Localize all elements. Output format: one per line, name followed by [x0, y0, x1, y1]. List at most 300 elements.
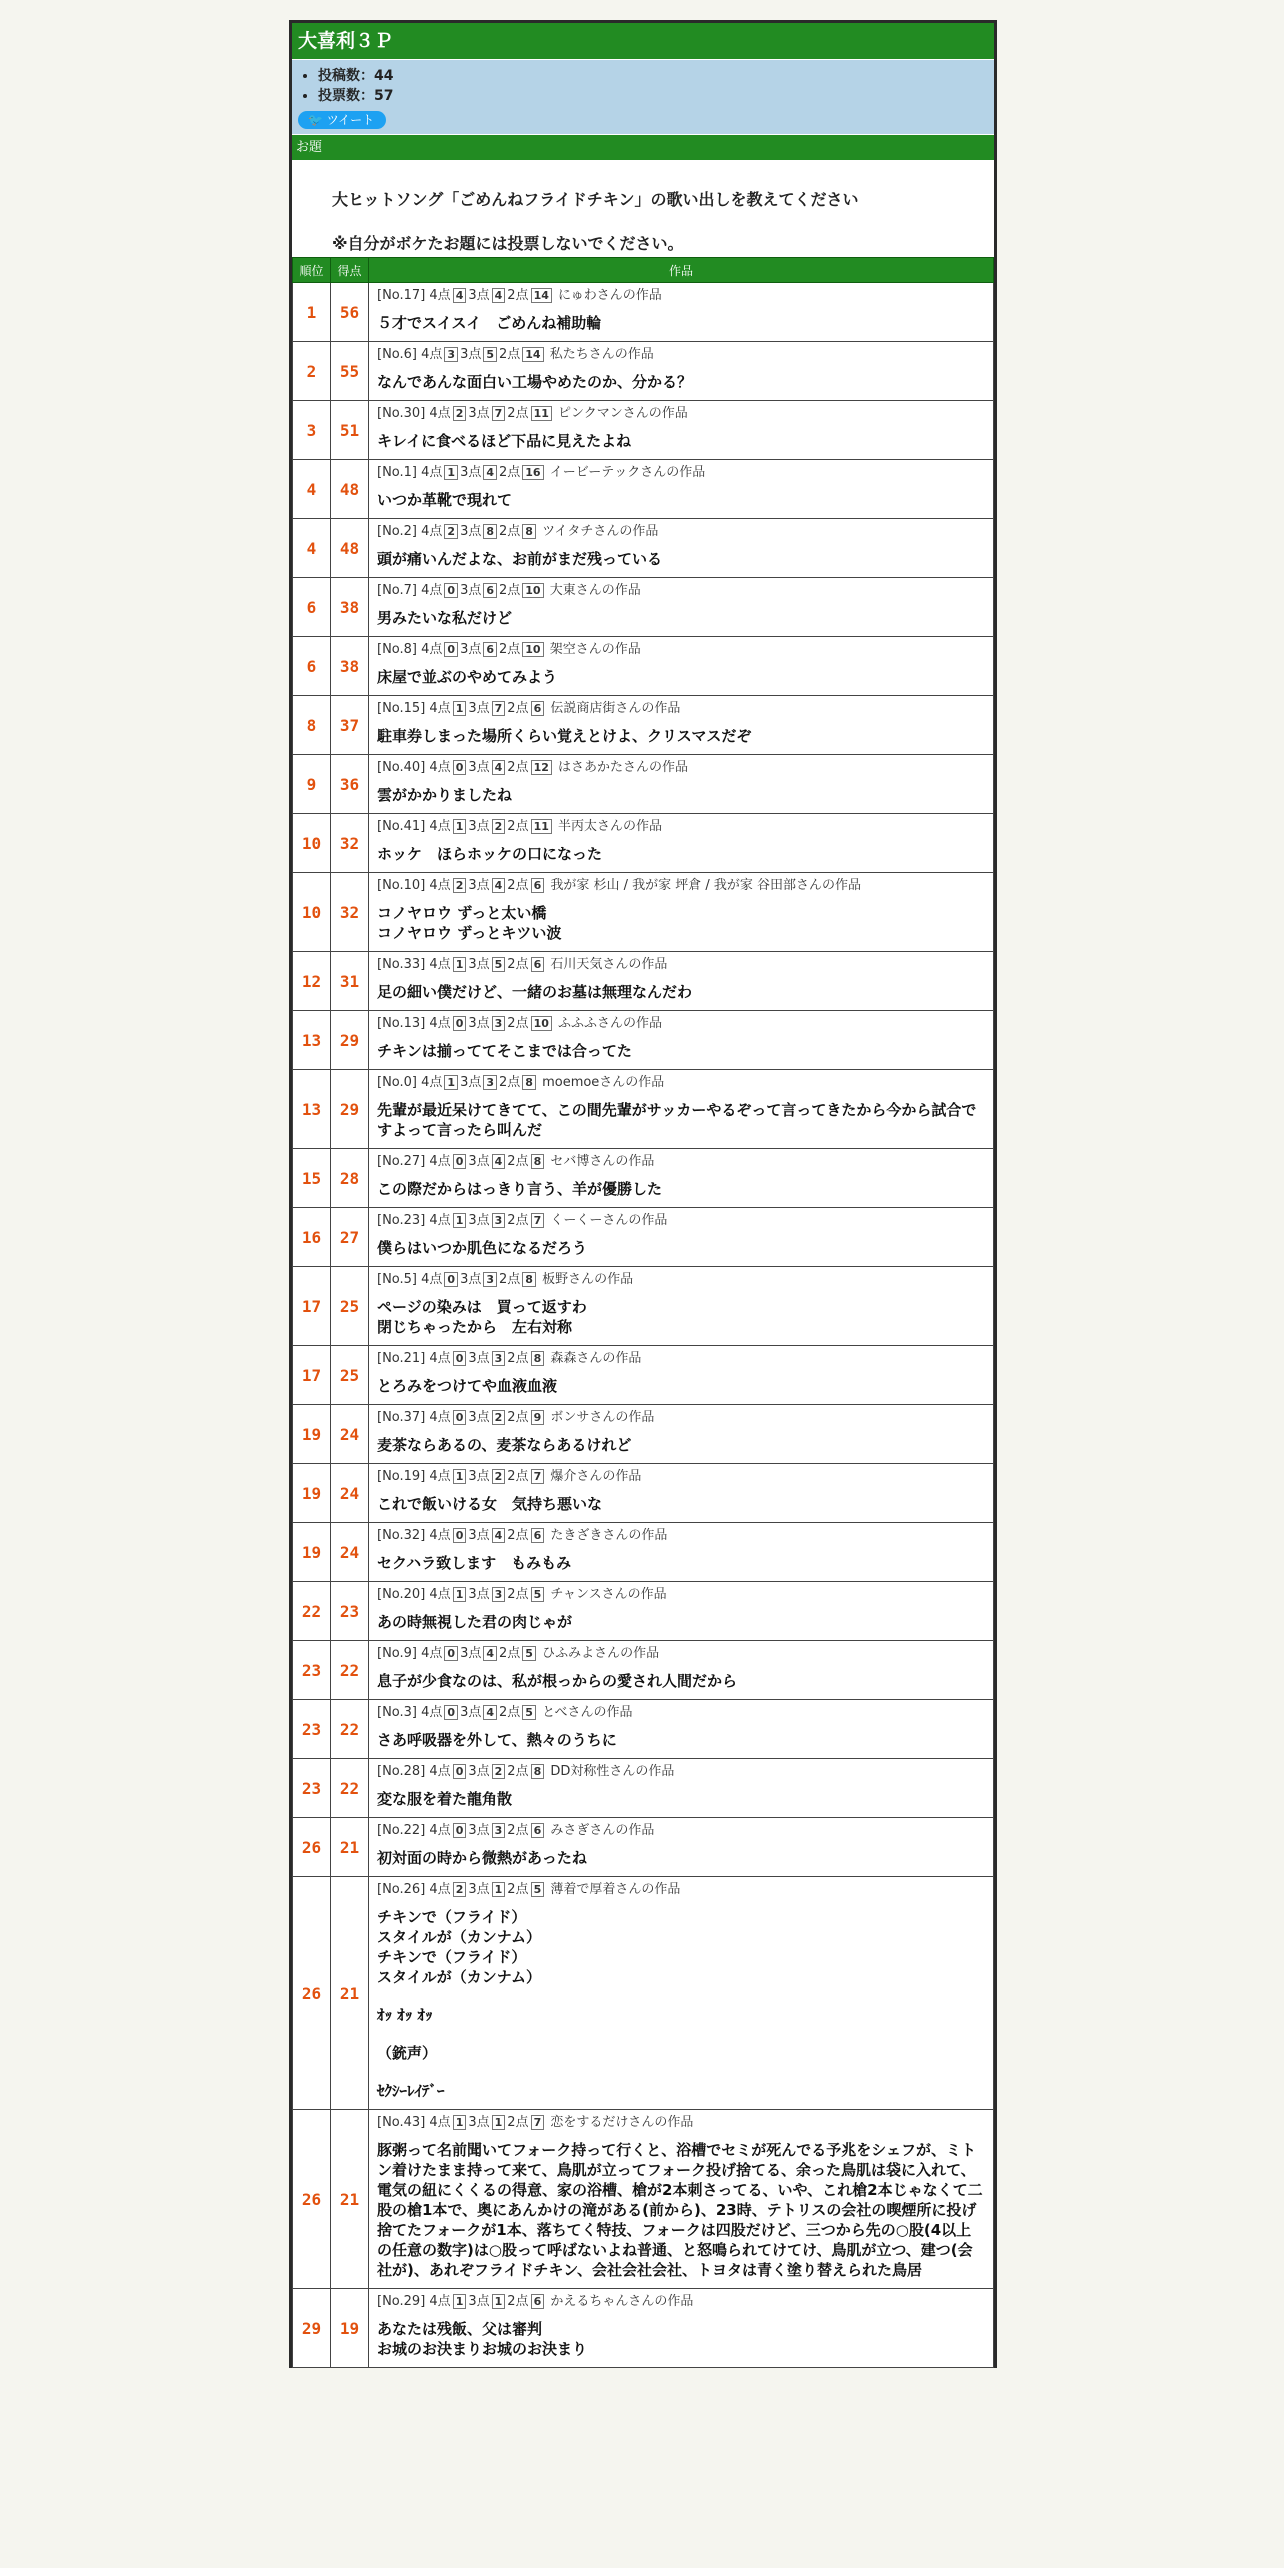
work-line: あの時無視した君の肉じゃが [377, 1613, 573, 1631]
table-row [293, 578, 994, 637]
work-meta: [No.6] 4点 3 3点 5 2点 14 私たちさんの作品 [377, 347, 654, 362]
work-meta: [No.15] 4点 1 3点 7 2点 6 伝説商店街さんの作品 [377, 701, 681, 716]
rank-cell: 2 [293, 342, 331, 401]
rank-cell: 10 [293, 814, 331, 873]
score2-count: 8 [531, 1764, 545, 1779]
work-cell [369, 2289, 994, 2368]
rank-cell: 22 [293, 1582, 331, 1641]
author-name: 架空さんの作品 [549, 642, 641, 657]
work-line: 床屋で並ぶのやめてみよう [377, 668, 558, 686]
work-meta: [No.9] 4点 0 3点 4 2点 5 ひふみよさんの作品 [377, 1646, 660, 1661]
table-row [293, 283, 994, 342]
rank-cell: 29 [293, 2289, 331, 2368]
score4-count: 1 [453, 701, 467, 716]
points-cell: 37 [331, 696, 369, 755]
entry-number: [No.2] [377, 524, 417, 539]
work-cell [369, 1208, 994, 1267]
work-line: この際だからはっきり言う、羊が優勝した [377, 1180, 663, 1198]
author-name: 伝説商店街さんの作品 [550, 701, 681, 716]
score2-count: 8 [522, 1075, 536, 1090]
work-text [377, 1848, 985, 1868]
work-meta: [No.8] 4点 0 3点 6 2点 10 架空さんの作品 [377, 642, 641, 657]
author-name: 半丙太さんの作品 [558, 819, 663, 834]
table-row [293, 401, 994, 460]
rank-cell: 15 [293, 1149, 331, 1208]
score3-count: 5 [492, 957, 506, 972]
score3-count: 4 [492, 1154, 506, 1169]
score4-count: 0 [453, 1764, 467, 1779]
work-text [377, 2319, 985, 2359]
work-text [377, 1612, 985, 1632]
work-cell [369, 578, 994, 637]
work-line: 息子が少食なのは、私が根っからの愛され人間だから [377, 1672, 738, 1690]
points-cell: 38 [331, 637, 369, 696]
work-header: 作品 [369, 258, 994, 283]
work-cell [369, 1405, 994, 1464]
score4-count: 3 [444, 347, 458, 362]
work-meta: [No.3] 4点 0 3点 4 2点 5 とべさんの作品 [377, 1705, 633, 1720]
entry-number: [No.27] [377, 1154, 426, 1169]
score4-count: 0 [453, 1823, 467, 1838]
work-line: ｵｯ ｵｯ ｵｯ [377, 2006, 433, 2024]
score3-count: 4 [483, 465, 497, 480]
score2-count: 9 [531, 1410, 545, 1425]
author-name: 我が家 杉山 / 我が家 坪倉 / 我が家 谷田部さんの作品 [550, 878, 862, 893]
rank-cell: 6 [293, 578, 331, 637]
table-row [293, 873, 994, 952]
entry-number: [No.3] [377, 1705, 417, 1720]
points-cell: 25 [331, 1346, 369, 1405]
score2-count: 11 [531, 406, 552, 421]
table-row [293, 814, 994, 873]
score2-count: 5 [531, 1587, 545, 1602]
author-name: ピンクマンさんの作品 [558, 406, 688, 421]
table-row [293, 1877, 994, 2110]
score2-count: 6 [531, 1528, 545, 1543]
page-title: 大喜利３Ｐ [292, 23, 994, 59]
work-line: あなたは残飯、父は審判 [377, 2320, 543, 2338]
table-row [293, 1346, 994, 1405]
entry-number: [No.5] [377, 1272, 417, 1287]
work-meta: [No.10] 4点 2 3点 4 2点 6 我が家 杉山 / 我が家 坪倉 / 我が家 谷田部さんの作品 [377, 878, 862, 893]
points-cell: 55 [331, 342, 369, 401]
score4-count: 2 [453, 406, 467, 421]
points-cell: 24 [331, 1405, 369, 1464]
entry-number: [No.28] [377, 1764, 426, 1779]
rank-cell: 26 [293, 2110, 331, 2289]
author-name: かえるちゃんさんの作品 [550, 2294, 694, 2309]
score4-count: 2 [444, 524, 458, 539]
score2-count: 6 [531, 957, 545, 972]
work-line: 麦茶ならあるの、麦茶ならあるけれど [377, 1436, 632, 1454]
work-cell [369, 2110, 994, 2289]
work-line: チキンで（フライド） [377, 1908, 527, 1926]
work-line: チキンで（フライド） [377, 1948, 527, 1966]
work-meta: [No.13] 4点 0 3点 3 2点 10 ふふふさんの作品 [377, 1016, 663, 1031]
score3-count: 1 [492, 1882, 506, 1897]
table-row [293, 1700, 994, 1759]
author-name: 私たちさんの作品 [549, 347, 654, 362]
rank-cell: 13 [293, 1011, 331, 1070]
work-text [377, 1789, 985, 1809]
table-row [293, 1070, 994, 1149]
table-row [293, 696, 994, 755]
work-meta: [No.19] 4点 1 3点 2 2点 7 爆介さんの作品 [377, 1469, 642, 1484]
score3-count: 4 [483, 1705, 497, 1720]
score4-count: 0 [444, 1272, 458, 1287]
score4-count: 0 [453, 1154, 467, 1169]
entry-number: [No.21] [377, 1351, 426, 1366]
rank-cell: 19 [293, 1464, 331, 1523]
work-cell [369, 755, 994, 814]
odai-question: 大ヒットソング「ごめんねフライドチキン」の歌い出しを教えてください [332, 190, 859, 209]
score3-count: 6 [483, 583, 497, 598]
table-row [293, 637, 994, 696]
score4-count: 0 [444, 1646, 458, 1661]
score3-count: 8 [483, 524, 497, 539]
table-row [293, 2110, 994, 2289]
score4-count: 2 [453, 878, 467, 893]
rank-cell: 9 [293, 755, 331, 814]
stats-panel [292, 59, 994, 134]
points-cell: 21 [331, 2110, 369, 2289]
work-cell [369, 1818, 994, 1877]
work-text [377, 431, 985, 451]
work-cell [369, 1464, 994, 1523]
work-meta: [No.0] 4点 1 3点 3 2点 8 moemoeさんの作品 [377, 1075, 665, 1090]
score4-count: 0 [444, 642, 458, 657]
score4-count: 0 [453, 1528, 467, 1543]
work-meta: [No.41] 4点 1 3点 2 2点 11 半丙太さんの作品 [377, 819, 663, 834]
rank-cell: 12 [293, 952, 331, 1011]
work-line: お城のお決まりお城のお決まり [377, 2340, 588, 2358]
score3-count: 4 [492, 878, 506, 893]
results-table [292, 257, 994, 2368]
work-text [377, 1907, 985, 2101]
work-line: コノヤロウ ずっとキツい波 [377, 924, 562, 942]
score2-count: 8 [522, 524, 536, 539]
points-cell: 21 [331, 1877, 369, 2110]
rank-cell: 19 [293, 1523, 331, 1582]
score3-count: 3 [492, 1213, 506, 1228]
work-line: 閉じちゃったから 左右対称 [377, 1318, 573, 1336]
page-frame [289, 20, 997, 2368]
score3-count: 3 [483, 1075, 497, 1090]
work-text [377, 1041, 985, 1061]
work-text [377, 1553, 985, 1573]
work-text [377, 844, 985, 864]
score2-count: 14 [531, 288, 552, 303]
work-line: さあ呼吸器を外して、熱々のうちに [377, 1731, 617, 1749]
work-cell [369, 696, 994, 755]
score3-count: 1 [492, 2115, 506, 2130]
points-cell: 24 [331, 1523, 369, 1582]
score2-count: 5 [531, 1882, 545, 1897]
score2-count: 6 [531, 2294, 545, 2309]
work-cell [369, 1759, 994, 1818]
score2-count: 6 [531, 878, 545, 893]
score3-count: 5 [483, 347, 497, 362]
author-name: イービーテックさんの作品 [549, 465, 706, 480]
table-row [293, 342, 994, 401]
rank-cell: 23 [293, 1700, 331, 1759]
work-line: スタイルが（カンナム） [377, 1968, 541, 1986]
score3-count: 2 [492, 1469, 506, 1484]
twitter-bird-icon: 🐦 [308, 113, 323, 127]
table-row [293, 755, 994, 814]
work-cell [369, 1877, 994, 2110]
author-name: くーくーさんの作品 [550, 1213, 668, 1228]
rank-header: 順位 [293, 258, 331, 283]
table-row [293, 1149, 994, 1208]
score2-count: 8 [531, 1351, 545, 1366]
work-meta: [No.32] 4点 0 3点 4 2点 6 たきざきさんの作品 [377, 1528, 668, 1543]
entry-number: [No.22] [377, 1823, 426, 1838]
score3-count: 4 [492, 288, 506, 303]
work-cell [369, 1523, 994, 1582]
score2-count: 6 [531, 1823, 545, 1838]
score4-count: 1 [453, 1469, 467, 1484]
work-line: 変な服を着た龍角散 [377, 1790, 513, 1808]
author-name: たきざきさんの作品 [550, 1528, 668, 1543]
points-cell: 28 [331, 1149, 369, 1208]
rank-cell: 4 [293, 519, 331, 578]
score2-count: 5 [522, 1646, 536, 1661]
work-cell [369, 342, 994, 401]
score4-count: 0 [453, 1351, 467, 1366]
post-count: • 投稿数：44 [318, 66, 994, 86]
entry-number: [No.0] [377, 1075, 417, 1090]
author-name: ツイタチさんの作品 [542, 524, 659, 539]
points-header: 得点 [331, 258, 369, 283]
score2-count: 14 [522, 347, 543, 362]
work-cell [369, 952, 994, 1011]
work-line: 足の細い僕だけど、一緒のお墓は無理なんだわ [377, 983, 693, 1001]
work-line: ホッケ ほらホッケの口になった [377, 845, 603, 863]
author-name: セバ博さんの作品 [550, 1154, 655, 1169]
work-text [377, 1376, 985, 1396]
rank-cell: 1 [293, 283, 331, 342]
score3-count: 7 [492, 406, 506, 421]
points-cell: 32 [331, 873, 369, 952]
table-row [293, 1267, 994, 1346]
entry-number: [No.10] [377, 878, 426, 893]
work-meta: [No.40] 4点 0 3点 4 2点 12 はさあかたさんの作品 [377, 760, 689, 775]
work-line: ページの染みは 買って返すわ [377, 1298, 587, 1316]
work-cell [369, 1070, 994, 1149]
points-cell: 29 [331, 1011, 369, 1070]
entry-number: [No.6] [377, 347, 417, 362]
entry-number: [No.15] [377, 701, 426, 716]
author-name: 大東さんの作品 [549, 583, 641, 598]
score2-count: 7 [531, 2115, 545, 2130]
rank-cell: 26 [293, 1877, 331, 2110]
work-line: とろみをつけてや血液血液 [377, 1377, 558, 1395]
work-text [377, 726, 985, 746]
table-row [293, 1818, 994, 1877]
score4-count: 1 [444, 1075, 458, 1090]
entry-number: [No.23] [377, 1213, 426, 1228]
score4-count: 0 [444, 1705, 458, 1720]
work-meta: [No.2] 4点 2 3点 8 2点 8 ツイタチさんの作品 [377, 524, 659, 539]
table-row [293, 460, 994, 519]
work-text [377, 903, 985, 943]
table-row [293, 1582, 994, 1641]
tweet-button[interactable]: 🐦 ツイート [298, 111, 386, 129]
entry-number: [No.40] [377, 760, 426, 775]
score2-count: 7 [531, 1469, 545, 1484]
rank-cell: 4 [293, 460, 331, 519]
work-text [377, 1435, 985, 1455]
score2-count: 10 [531, 1016, 552, 1031]
work-text [377, 785, 985, 805]
score2-count: 5 [522, 1705, 536, 1720]
work-cell [369, 401, 994, 460]
rank-cell: 17 [293, 1267, 331, 1346]
score2-count: 8 [531, 1154, 545, 1169]
work-text [377, 2140, 985, 2280]
author-name: とべさんの作品 [542, 1705, 633, 1720]
author-name: ふふふさんの作品 [558, 1016, 663, 1031]
points-cell: 51 [331, 401, 369, 460]
table-row [293, 1464, 994, 1523]
table-row [293, 2289, 994, 2368]
work-text [377, 490, 985, 510]
author-name: 森森さんの作品 [550, 1351, 642, 1366]
author-name: 石川天気さんの作品 [550, 957, 668, 972]
entry-number: [No.1] [377, 465, 417, 480]
work-line: （銃声） [377, 2044, 438, 2062]
work-line: これで飯いける女 気持ち悪いな [377, 1495, 603, 1513]
author-name: 恋をするだけさんの作品 [550, 2115, 694, 2130]
entry-number: [No.37] [377, 1410, 426, 1425]
work-meta: [No.26] 4点 2 3点 1 2点 5 薄着で厚着さんの作品 [377, 1882, 681, 1897]
entry-number: [No.20] [377, 1587, 426, 1602]
entry-number: [No.19] [377, 1469, 426, 1484]
author-name: DD対称性さんの作品 [550, 1764, 675, 1779]
table-row [293, 1759, 994, 1818]
work-cell [369, 637, 994, 696]
rank-cell: 17 [293, 1346, 331, 1405]
score3-count: 4 [483, 1646, 497, 1661]
score4-count: 0 [453, 760, 467, 775]
score2-count: 16 [522, 465, 543, 480]
rank-cell: 16 [293, 1208, 331, 1267]
score3-count: 6 [483, 642, 497, 657]
points-cell: 48 [331, 460, 369, 519]
rank-cell: 23 [293, 1759, 331, 1818]
work-line: いつか革靴で現れて [377, 491, 513, 509]
points-cell: 31 [331, 952, 369, 1011]
work-cell [369, 460, 994, 519]
score4-count: 1 [453, 957, 467, 972]
points-cell: 22 [331, 1700, 369, 1759]
work-text [377, 1297, 985, 1337]
work-line: ｾｸｼｰﾚｲﾃﾞｰ [377, 2082, 445, 2100]
score2-count: 6 [531, 701, 545, 716]
score2-count: 8 [522, 1272, 536, 1287]
score2-count: 10 [522, 583, 543, 598]
score3-count: 3 [492, 1016, 506, 1031]
work-text [377, 372, 985, 392]
work-line: 先輩が最近呆けてきてて、この間先輩がサッカーやるぞって言ってきたから今から試合ですよって言ったら叫んだ [377, 1101, 977, 1139]
entry-number: [No.17] [377, 288, 426, 303]
score4-count: 2 [453, 1882, 467, 1897]
score2-count: 7 [531, 1213, 545, 1228]
work-cell [369, 873, 994, 952]
entry-number: [No.29] [377, 2294, 426, 2309]
odai-panel [292, 160, 994, 257]
entry-number: [No.32] [377, 1528, 426, 1543]
points-cell: 48 [331, 519, 369, 578]
work-line: ５才でスイスイ ごめんね補助輪 [377, 314, 602, 332]
score3-count: 3 [492, 1823, 506, 1838]
work-line: 僕らはいつか肌色になるだろう [377, 1239, 588, 1257]
work-meta: [No.1] 4点 1 3点 4 2点 16 イービーテックさんの作品 [377, 465, 706, 480]
entry-number: [No.7] [377, 583, 417, 598]
work-text [377, 1671, 985, 1691]
rank-cell: 19 [293, 1405, 331, 1464]
entry-number: [No.8] [377, 642, 417, 657]
table-row [293, 519, 994, 578]
author-name: 薄着で厚着さんの作品 [550, 1882, 681, 1897]
work-meta: [No.43] 4点 1 3点 1 2点 7 恋をするだけさんの作品 [377, 2115, 694, 2130]
points-cell: 27 [331, 1208, 369, 1267]
work-cell [369, 1346, 994, 1405]
points-cell: 22 [331, 1759, 369, 1818]
points-cell: 38 [331, 578, 369, 637]
work-line: コノヤロウ ずっと太い橋 [377, 904, 547, 922]
score4-count: 1 [453, 2294, 467, 2309]
table-row [293, 1011, 994, 1070]
score4-count: 0 [444, 583, 458, 598]
work-line: 雲がかかりましたね [377, 786, 513, 804]
work-line: なんであんな面白い工場やめたのか、分かる？ [377, 373, 693, 391]
work-cell [369, 1149, 994, 1208]
work-meta: [No.22] 4点 0 3点 3 2点 6 みさぎさんの作品 [377, 1823, 655, 1838]
points-cell: 29 [331, 1070, 369, 1149]
odai-header: お題 [292, 134, 994, 160]
work-meta: [No.30] 4点 2 3点 7 2点 11 ピンクマンさんの作品 [377, 406, 688, 421]
score3-count: 2 [492, 1410, 506, 1425]
work-cell [369, 814, 994, 873]
author-name: はさあかたさんの作品 [558, 760, 689, 775]
odai-note: ※自分がボケたお題には投票しないでください。 [332, 234, 684, 253]
work-line: 駐車券しまった場所くらい覚えとけよ、クリスマスだぞ [377, 727, 752, 745]
author-name: ボンサさんの作品 [550, 1410, 655, 1425]
blank-line [377, 2063, 985, 2081]
work-text [377, 608, 985, 628]
work-text [377, 1730, 985, 1750]
work-line: キレイに食べるほど下品に見えたよね [377, 432, 632, 450]
work-text [377, 1238, 985, 1258]
entry-number: [No.26] [377, 1882, 426, 1897]
author-name: にゅわさんの作品 [558, 288, 662, 303]
points-cell: 56 [331, 283, 369, 342]
score2-count: 10 [522, 642, 543, 657]
points-cell: 36 [331, 755, 369, 814]
entry-number: [No.13] [377, 1016, 426, 1031]
score3-count: 1 [492, 2294, 506, 2309]
entry-number: [No.9] [377, 1646, 417, 1661]
entry-number: [No.43] [377, 2115, 426, 2130]
score3-count: 2 [492, 1764, 506, 1779]
work-line: セクハラ致します もみもみ [377, 1554, 572, 1572]
score4-count: 1 [444, 465, 458, 480]
score4-count: 0 [453, 1410, 467, 1425]
entry-number: [No.33] [377, 957, 426, 972]
work-meta: [No.5] 4点 0 3点 3 2点 8 板野さんの作品 [377, 1272, 634, 1287]
